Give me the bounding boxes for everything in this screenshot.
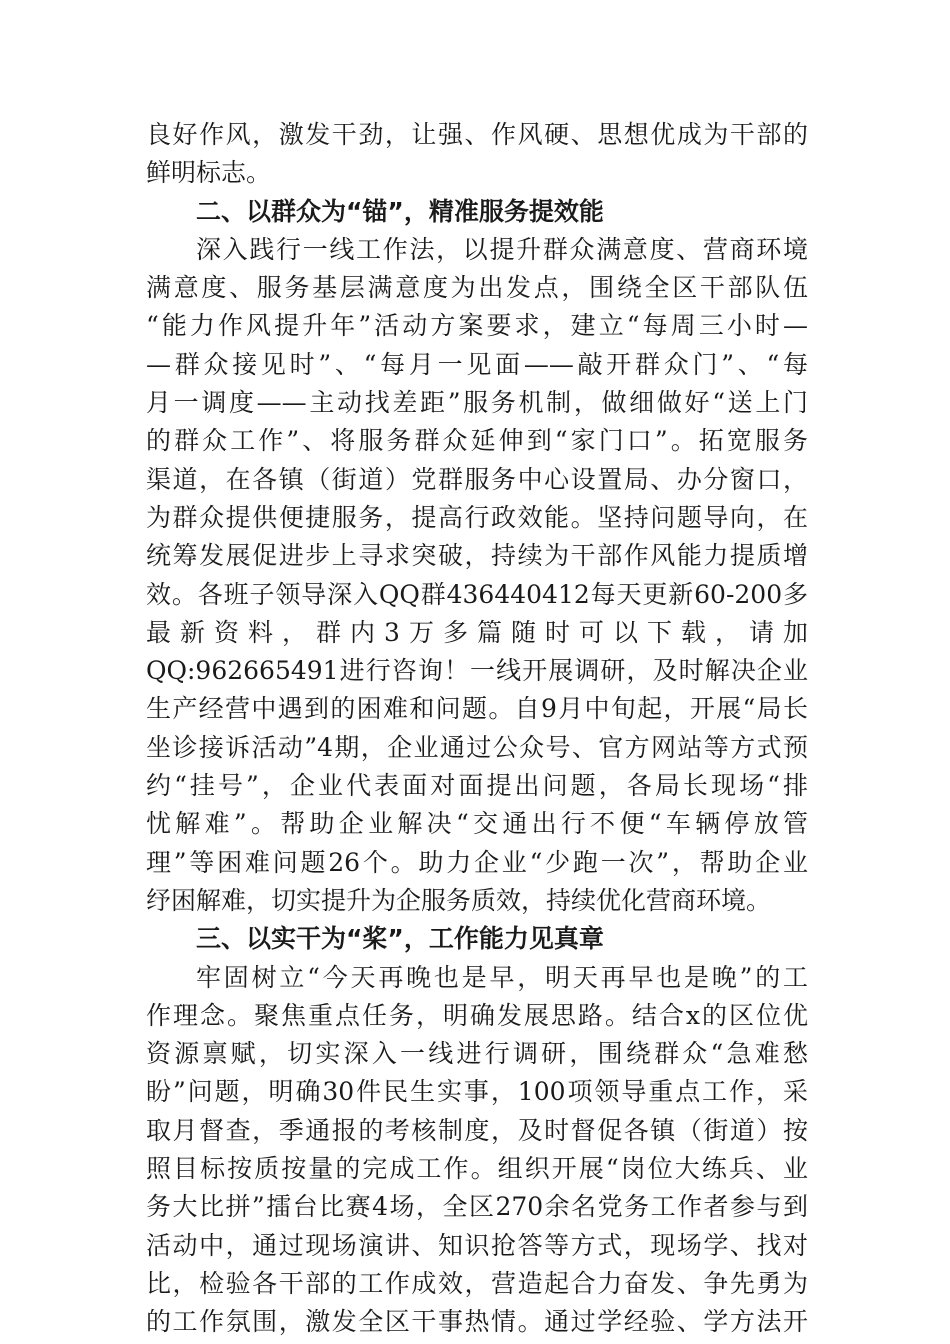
- text-line: 满意度、服务基层满意度为出发点，围绕全区干部队伍: [146, 273, 808, 303]
- text-line: 取月督查，季通报的考核制度，及时督促各镇（街道）按: [146, 1115, 808, 1145]
- text-line: 生产经营中遇到的困难和问题。自9月中旬起，开展“局长: [146, 694, 808, 724]
- text-line: 的工作氛围，激发全区干事热情。通过学经验、学方法开: [146, 1307, 808, 1337]
- text-line: 忧解难”。帮助企业解决“交通出行不便“车辆停放管: [146, 809, 808, 839]
- text-line: 的群众工作”、将服务群众延伸到“家门口”。拓宽服务: [146, 426, 808, 456]
- text-line: 月一调度——主动找差距”服务机制，做细做好“送上门: [146, 388, 808, 418]
- text-line: 比，检验各干部的工作成效，营造起合力奋发、争先勇为: [146, 1268, 808, 1298]
- text-line: QQ:962665491进行咨询！一线开展调研，及时解决企业: [146, 656, 808, 686]
- text-line: 盼”问题，明确30件民生实事，100项领导重点工作，采: [146, 1077, 808, 1107]
- text-line: 牢固树立“今天再晚也是早，明天再早也是晚”的工: [196, 962, 808, 992]
- text-line: 照目标按质按量的完成工作。组织开展“岗位大练兵、业: [146, 1154, 808, 1184]
- text-line: 统筹发展促进步上寻求突破，持续为干部作风能力提质增: [146, 541, 808, 571]
- text-line: 效。各班子领导深入QQ群436440412每天更新60-200多: [146, 579, 808, 609]
- text-line: 务大比拼”擂台比赛4场，全区270余名党务工作者参与到: [146, 1192, 808, 1222]
- text-line: —群众接见时”、“每月一见面——敲开群众门”、“每: [146, 349, 808, 379]
- document-body: [146, 116, 808, 1342]
- text-line: 约“挂号”，企业代表面对面提出问题，各局长现场“排: [146, 771, 808, 801]
- text-line: 良好作风，激发干劲，让强、作风硬、思想优成为干部的: [146, 120, 808, 149]
- text-line: 为群众提供便捷服务，提高行政效能。坚持问题导向，在: [146, 502, 808, 532]
- text-line: 深入践行一线工作法，以提升群众满意度、营商环境: [196, 234, 808, 264]
- section-heading: 二、以群众为“锚”，精准服务提效能: [196, 196, 604, 226]
- text-line: 最新资料，群内3万多篇随时可以下载，请加: [146, 617, 808, 647]
- text-line: 鲜明标志。: [146, 158, 272, 188]
- text-line: 作理念。聚焦重点任务，明确发展思路。结合x的区位优: [146, 1000, 808, 1030]
- text-line: 坐诊接诉活动”4期，企业通过公众号、官方网站等方式预: [146, 732, 808, 762]
- text-line: 纾困解难，切实提升为企服务质效，持续优化营商环境。: [146, 885, 772, 915]
- section-heading: 三、以实干为“桨”，工作能力见真章: [196, 924, 604, 954]
- text-line: 资源禀赋，切实深入一线进行调研，围绕群众“急难愁: [146, 1039, 808, 1069]
- text-line: 理”等困难问题26个。助力企业“少跑一次”，帮助企业: [146, 847, 808, 877]
- text-line: 渠道，在各镇（街道）党群服务中心设置局、办分窗口，: [146, 464, 808, 494]
- text-line: 活动中，通过现场演讲、知识抢答等方式，现场学、找对: [146, 1230, 808, 1260]
- text-line: “能力作风提升年”活动方案要求，建立“每周三小时—: [146, 311, 808, 341]
